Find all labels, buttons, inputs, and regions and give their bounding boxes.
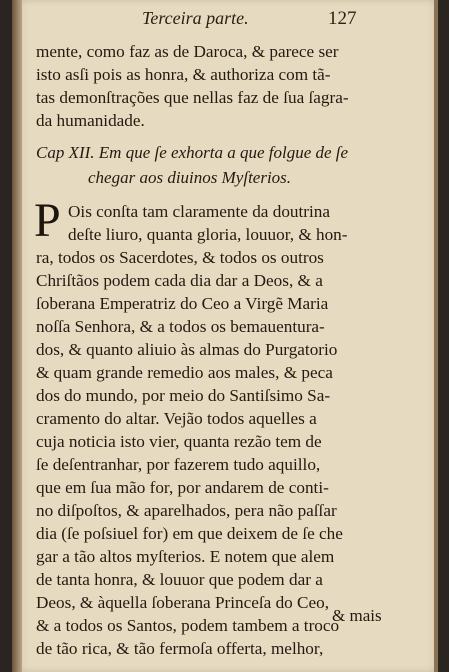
text-line: da humanidade. [36,111,145,130]
text-line: Deos, & àquella ſoberana Princeſa do Ceo, [36,593,330,612]
text-line: tas demonſtrações que nellas faz de ſua ſagra- [36,88,349,107]
text-line: de tanta honra, & louuor que podem dar a [36,570,323,589]
page-gutter [12,0,22,672]
text-line: dos do mundo, por meio do Santiſsimo Sa- [36,386,331,405]
text-line: mente, como faz as de Daroca, & parece ser [36,42,339,61]
drop-cap: P [34,194,61,247]
text-line: de tão rica, & tão fermoſa offerta, melhor, [36,639,324,658]
text-line: isto asſi pois as honra, & authoriza com tã- [36,65,331,84]
text-line: cramento do altar. Vejão todos aquelles a [36,409,317,428]
text-line: dos, & quanto aliuio às almas do Purgatorio [36,340,338,359]
text-line: & quam grande remedio aos males, & peca [36,363,333,382]
text-line: ſoberana Emperatriz do Ceo a Virgẽ Maria [36,294,329,313]
page-edge [434,0,438,672]
text-line: que em ſua mão for, por andarem de conti- [36,478,329,497]
running-head: Terceira parte. [142,8,249,28]
page-number: 127 [328,8,357,29]
text-line: cuja noticia isto vier, quanta rezão tem de [36,432,322,451]
book-page [12,0,438,672]
text-line: deſte liuro, quanta gloria, louuor, & hon- [68,225,348,244]
text-line: gar a tão altos myſterios. E notem que alem [36,547,335,566]
text-line: Ois conſta tam claramente da doutrina [68,202,331,221]
chapter-heading [36,140,396,190]
text-line: & a todos os Santos, podem tambem a troco [36,616,340,635]
intro-paragraph [36,40,386,132]
text-line: ſe deſentranhar, por fazerem tudo aquillo, [36,455,321,474]
body-paragraph [36,200,386,660]
chapter-heading-line: Cap XII. Em que ſe exhorta a que folgue de ſe [36,143,349,162]
text-line: ra, todos os Sacerdotes, & todos os outros [36,248,324,267]
text-line: no diſpoſtos, & aparelhados, pera não paſſar [36,501,337,520]
page-header [12,8,438,32]
text-line: Chriſtãos podem cada dia dar a Deos, & a [36,271,323,290]
text-line: dia (ſe poſsiuel for) em que deixem de ſe che [36,524,343,543]
text-line: noſſa Senhora, & a todos os bemauentura- [36,317,325,336]
chapter-heading-line: chegar aos diuinos Myſterios. [88,168,292,187]
catchword: & mais [332,606,382,625]
